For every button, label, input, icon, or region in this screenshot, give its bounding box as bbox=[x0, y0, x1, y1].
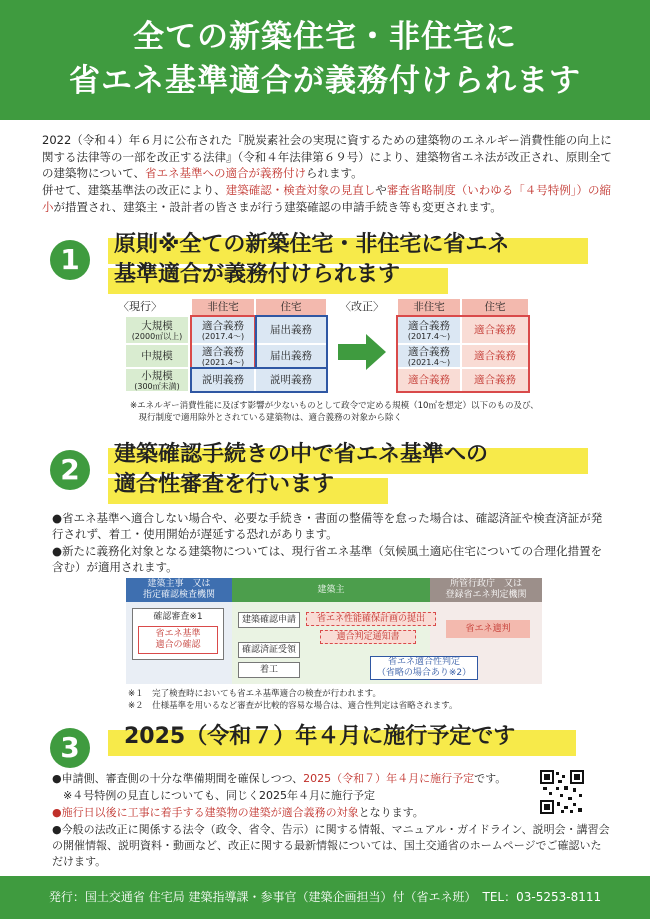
cur-small-nonres: 説明義務 bbox=[192, 369, 254, 391]
revised-mandatory-outline bbox=[396, 315, 530, 393]
intro-highlight: 審査省略制度（いわゆる「４号特例」）の縮小 bbox=[42, 183, 612, 214]
row-mid: 中規模 bbox=[126, 345, 188, 367]
current-explain-outline bbox=[190, 367, 328, 393]
row-large-sub: (2000㎡以上) bbox=[131, 331, 183, 341]
section2-number: 2 bbox=[50, 450, 90, 490]
cell-value: 適合義務 bbox=[408, 319, 450, 332]
section2-note-2: ※２ 仕様基準を用いるなど審査が比較的容易な場合は、適合性判定は省略されます。 bbox=[128, 701, 458, 711]
cur-large-res: 届出義務 bbox=[256, 317, 326, 343]
section1-number: 1 bbox=[50, 240, 90, 280]
header-title-line2: 省エネ基準適合が義務付けられます bbox=[69, 63, 581, 99]
revised-label: 〈改正〉 bbox=[340, 300, 384, 313]
section1-title-line1: 原則※全ての新築住宅・非住宅に省エネ bbox=[114, 232, 510, 257]
bullet-text: です。 bbox=[474, 772, 507, 785]
row-small-sub: (300㎡未満) bbox=[134, 381, 180, 391]
flow-submit: 省エネ性能確保計画の提出 bbox=[306, 612, 436, 626]
arrow-right-icon bbox=[338, 334, 388, 370]
flow-notice: 適合判定通知書 bbox=[320, 630, 416, 644]
cell-sub: (2017.4〜) bbox=[201, 331, 245, 341]
flow-judge: 省エネ適判 bbox=[446, 620, 530, 638]
intro-text: や bbox=[375, 183, 387, 197]
section3-bullet-3: ●今般の法改正に関係する法令（政令、省令、告示）に関する情報、マニュアル・ガイドライン、説明会・講習会の開催情報、説明資料・動画など、改正に関する最新情報については、国土交通省のホームページでご確認いただけます。 bbox=[52, 823, 610, 868]
cell-value: 適合義務 bbox=[202, 319, 244, 332]
intro-text: が措置され、建築主・設計者の皆さまが行う建築確認の申請手続き等も変更されます。 bbox=[53, 199, 502, 214]
flow-review-red: 省エネ基準 適合の確認 bbox=[138, 626, 218, 654]
section3-title: 2025（令和７）年４月に施行予定です bbox=[124, 724, 516, 749]
flow-apply: 建築確認申請 bbox=[238, 612, 300, 628]
section2-title-line1: 建築確認手続きの中で省エネ基準への bbox=[114, 442, 489, 467]
row-small bbox=[126, 369, 188, 391]
flow-col2-header: 建築主 bbox=[232, 578, 430, 602]
current-col-res: 住宅 bbox=[256, 299, 326, 315]
intro-text: 2022（令和４）年６月に公布された『脱炭素社会の実現に資するための建築物のエネルギー消費性能の向上に関する法律等の一部を改正する法律』（令和４年法律第６９号）により、建築物省エネ法が改正され、原則全ての建築物について、 bbox=[42, 133, 612, 180]
section3-bullet-2 bbox=[52, 805, 532, 820]
section1-note-2: 現行制度で適用除外とされている建築物は、適合義務の対象から除く bbox=[130, 413, 403, 423]
header-title-line1: 全ての新築住宅・非住宅に bbox=[133, 19, 517, 55]
revised-col-nonres: 非住宅 bbox=[398, 299, 460, 315]
bullet-text: となります。 bbox=[358, 806, 424, 819]
intro-paragraph-1 bbox=[42, 132, 618, 182]
rev-large-res: 適合義務 bbox=[462, 317, 528, 343]
flow-col1-header: 建築主事 又は 指定確認検査機関 bbox=[126, 578, 232, 602]
cell-value: 適合義務 bbox=[408, 345, 450, 358]
section2-title-line2: 適合性審査を行います bbox=[114, 472, 335, 497]
flow-start: 着工 bbox=[238, 662, 300, 678]
bullet-highlight: ●施行日以後に工事に着手する建築物の建築が適合義務の対象 bbox=[52, 806, 359, 819]
row-large bbox=[126, 317, 188, 343]
current-notify-outline bbox=[255, 315, 328, 369]
intro-text: られます。 bbox=[306, 166, 363, 180]
cur-small-res: 説明義務 bbox=[256, 369, 326, 391]
intro-paragraph-2 bbox=[42, 182, 618, 215]
rev-mid-res: 適合義務 bbox=[462, 345, 528, 367]
section1-title-line2: 基準適合が義務付けられます bbox=[114, 262, 401, 287]
bullet-highlight: 2025（令和７）年４月に施行予定 bbox=[303, 772, 475, 785]
current-label: 〈現行〉 bbox=[118, 300, 162, 313]
cell-sub: (2021.4〜) bbox=[201, 357, 245, 367]
intro-highlight: 省エネ基準への適合が義務付け bbox=[145, 166, 307, 180]
intro-highlight: 建築確認・検査対象の見直し bbox=[225, 183, 376, 197]
flow-col3-header: 所管行政庁 又は 登録省エネ判定機関 bbox=[430, 578, 542, 602]
section2-bullet-1: ●省エネ基準へ適合しない場合や、必要な手続き・書面の整備等を怠った場合は、確認済証や検査済証が発行されず、着工・使用開始が遅延する恐れがあります。 bbox=[52, 511, 603, 541]
current-mandatory-outline bbox=[190, 315, 256, 369]
cur-mid-res: 届出義務 bbox=[256, 345, 326, 367]
rev-small-res: 適合義務 bbox=[462, 369, 528, 391]
section3-bullet-1 bbox=[52, 771, 532, 786]
rev-small-nonres: 適合義務 bbox=[398, 369, 460, 391]
section2-note-1: ※１ 完了検査時においても省エネ基準適合の検査が行われます。 bbox=[128, 689, 381, 699]
qr-code-icon[interactable] bbox=[540, 770, 584, 814]
section1-note-1: ※エネルギー消費性能に及ぼす影響が少ないものとして政令で定める規模（10㎡を想定）以下のもの及び、 bbox=[130, 401, 539, 411]
current-col-nonres: 非住宅 bbox=[192, 299, 254, 315]
revised-col-res: 住宅 bbox=[462, 299, 528, 315]
flow-review-label: 確認審査※1 bbox=[153, 611, 203, 622]
row-small-label: 小規模 bbox=[141, 369, 173, 382]
footer-publisher: 発行：国土交通省 住宅局 建築指導課・参事官（建築企画担当）付（省エネ班） TEL：03-5253-8111 bbox=[0, 876, 650, 919]
bullet-text: ●申請側、審査側の十分な準備期間を確保しつつ、 bbox=[52, 772, 304, 785]
row-large-label: 大規模 bbox=[141, 319, 173, 332]
cell-value: 適合義務 bbox=[202, 345, 244, 358]
section2-bullet-2: ●新たに義務化対象となる建築物については、現行省エネ基準（気候風土適応住宅についての合理化措置を含む）が適用されます。 bbox=[52, 544, 603, 574]
section3-number: 3 bbox=[50, 728, 90, 768]
flow-cert: 確認済証受領 bbox=[238, 642, 300, 658]
cell-sub: (2017.4〜) bbox=[407, 331, 451, 341]
intro-text: 併せて、建築基準法の改正により、 bbox=[42, 183, 226, 197]
cell-sub: (2021.4〜) bbox=[407, 357, 451, 367]
flow-judge2: 省エネ適合性判定 （省略の場合あり※2） bbox=[370, 656, 478, 680]
section3-bullet-1-note: ※４号特例の見直しについても、同じく2025年４月に施行予定 bbox=[52, 789, 375, 802]
